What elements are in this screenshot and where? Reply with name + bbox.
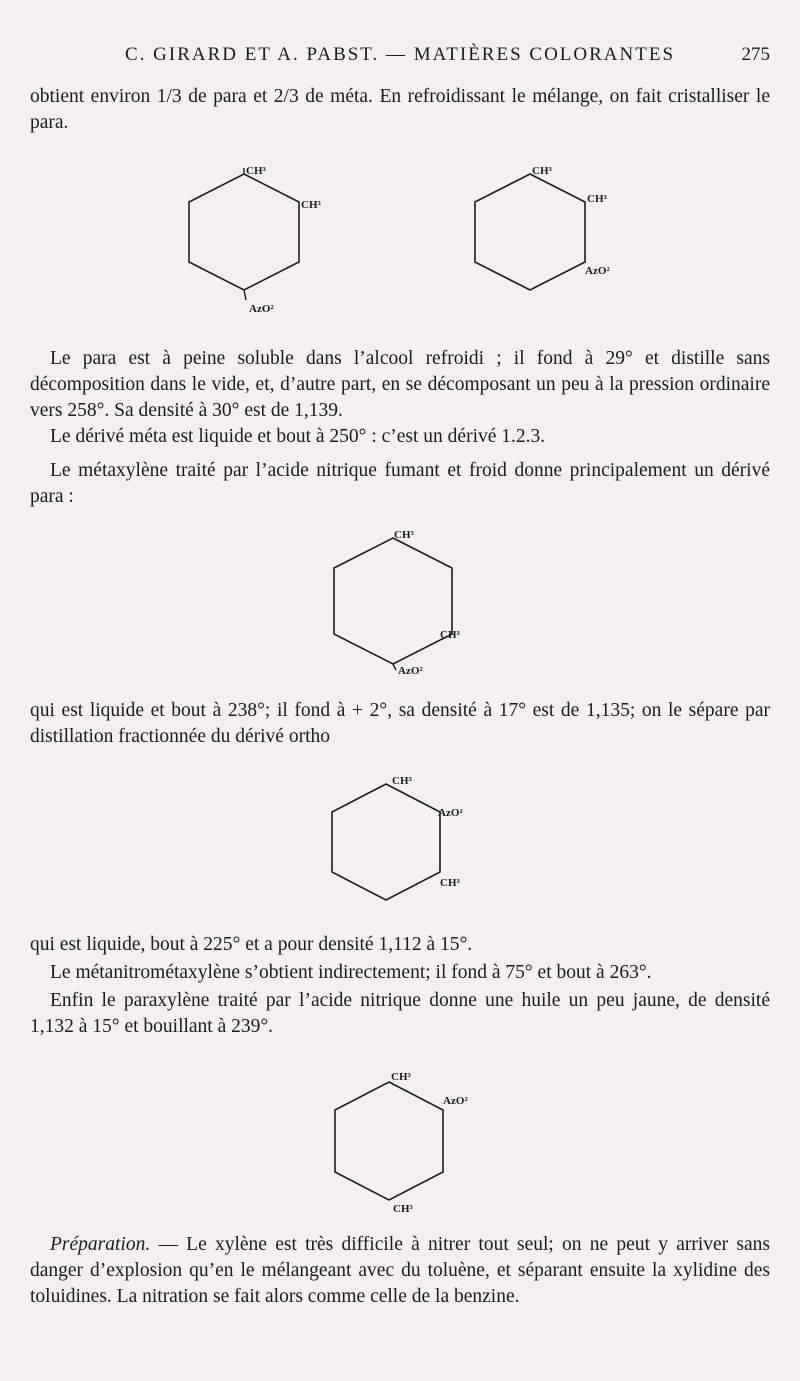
paragraph-1: obtient environ 1/3 de para et 2/3 de méta. En refroidissant le mélange, on fait cristalliser le para. (30, 86, 770, 133)
paragraph-4: Le métaxylène traité par l’acide nitrique fumant et froid donne principalement un dérivé para : (30, 460, 770, 507)
side-group-label: AzO² (443, 1095, 468, 1107)
bottom-group-label: AzO² (585, 265, 610, 277)
lower-group-label: CH³ (440, 877, 460, 889)
structural-formula-1 (184, 164, 334, 324)
benzene-ring (189, 174, 299, 290)
bottom-group-label: AzO² (249, 303, 274, 315)
paragraph-8: Enfin le paraxylène traité par l’acide nitrique donne une huile un peu jaune, de densité 1,132 à 15° et bouillant à 239°. (30, 990, 770, 1037)
structural-formula-4 (322, 772, 492, 922)
top-group-label: CH³ (391, 1071, 411, 1083)
paragraph-2: Le para est à peine soluble dans l’alcool refroidi ; il fond à 29° et distille sans décomposition dans le vide, et, d’autre part, en se décomposant un peu à la pression ordinaire vers 258°. Sa densité à 30° est de 1,139. (30, 348, 770, 421)
benzene-ring (475, 174, 585, 290)
bond (244, 290, 246, 300)
benzene-ring (332, 784, 440, 900)
top-group-label: CH³ (246, 165, 266, 177)
bottom-group-label: AzO² (398, 665, 423, 677)
paragraph-6: qui est liquide, bout à 225° et a pour densité 1,112 à 15°. (30, 934, 473, 955)
page-number: 275 (741, 44, 770, 65)
preparation-label: Préparation. (50, 1234, 151, 1255)
top-group-label: CH³ (392, 775, 412, 787)
paragraph-preparation (30, 1232, 770, 1310)
side-group-label: CH³ (440, 629, 460, 641)
side-group-label: AzO² (438, 807, 463, 819)
top-group-label: CH³ (394, 529, 414, 541)
bottom-group-label: CH³ (393, 1203, 413, 1215)
preparation-text: — Le xylène est très difficile à nitrer tout seul; on ne peut y arriver sans danger d’explosion qu’en le mélangeant avec du toluène, et séparant ensuite la xylidine des toluidines. La nitration se fait alors comme celle de la benzine. (30, 1234, 770, 1307)
top-group-label: CH³ (532, 165, 552, 177)
structural-formula-2 (470, 164, 620, 324)
running-title: C. GIRARD ET A. PABST. — MATIÈRES COLORANTES (124, 44, 676, 65)
paragraph-7: Le métanitrométaxylène s’obtient indirectement; il fond à 75° et bout à 263°. (50, 962, 652, 983)
paragraph-3: Le dérivé méta est liquide et bout à 250° : c’est un dérivé 1.2.3. (50, 426, 546, 447)
structural-formula-5 (325, 1068, 495, 1218)
benzene-ring (335, 1082, 443, 1200)
benzene-ring (334, 538, 452, 664)
bond (393, 664, 396, 670)
structural-formula-3 (328, 522, 488, 692)
running-header (0, 44, 800, 74)
side-group-label: CH³ (587, 193, 607, 205)
side-group-label: CH³ (301, 199, 321, 211)
paragraph-5: qui est liquide et bout à 238°; il fond à + 2°, sa densité à 17° est de 1,135; on le sépare par distillation fractionnée du dérivé ortho (30, 700, 770, 747)
